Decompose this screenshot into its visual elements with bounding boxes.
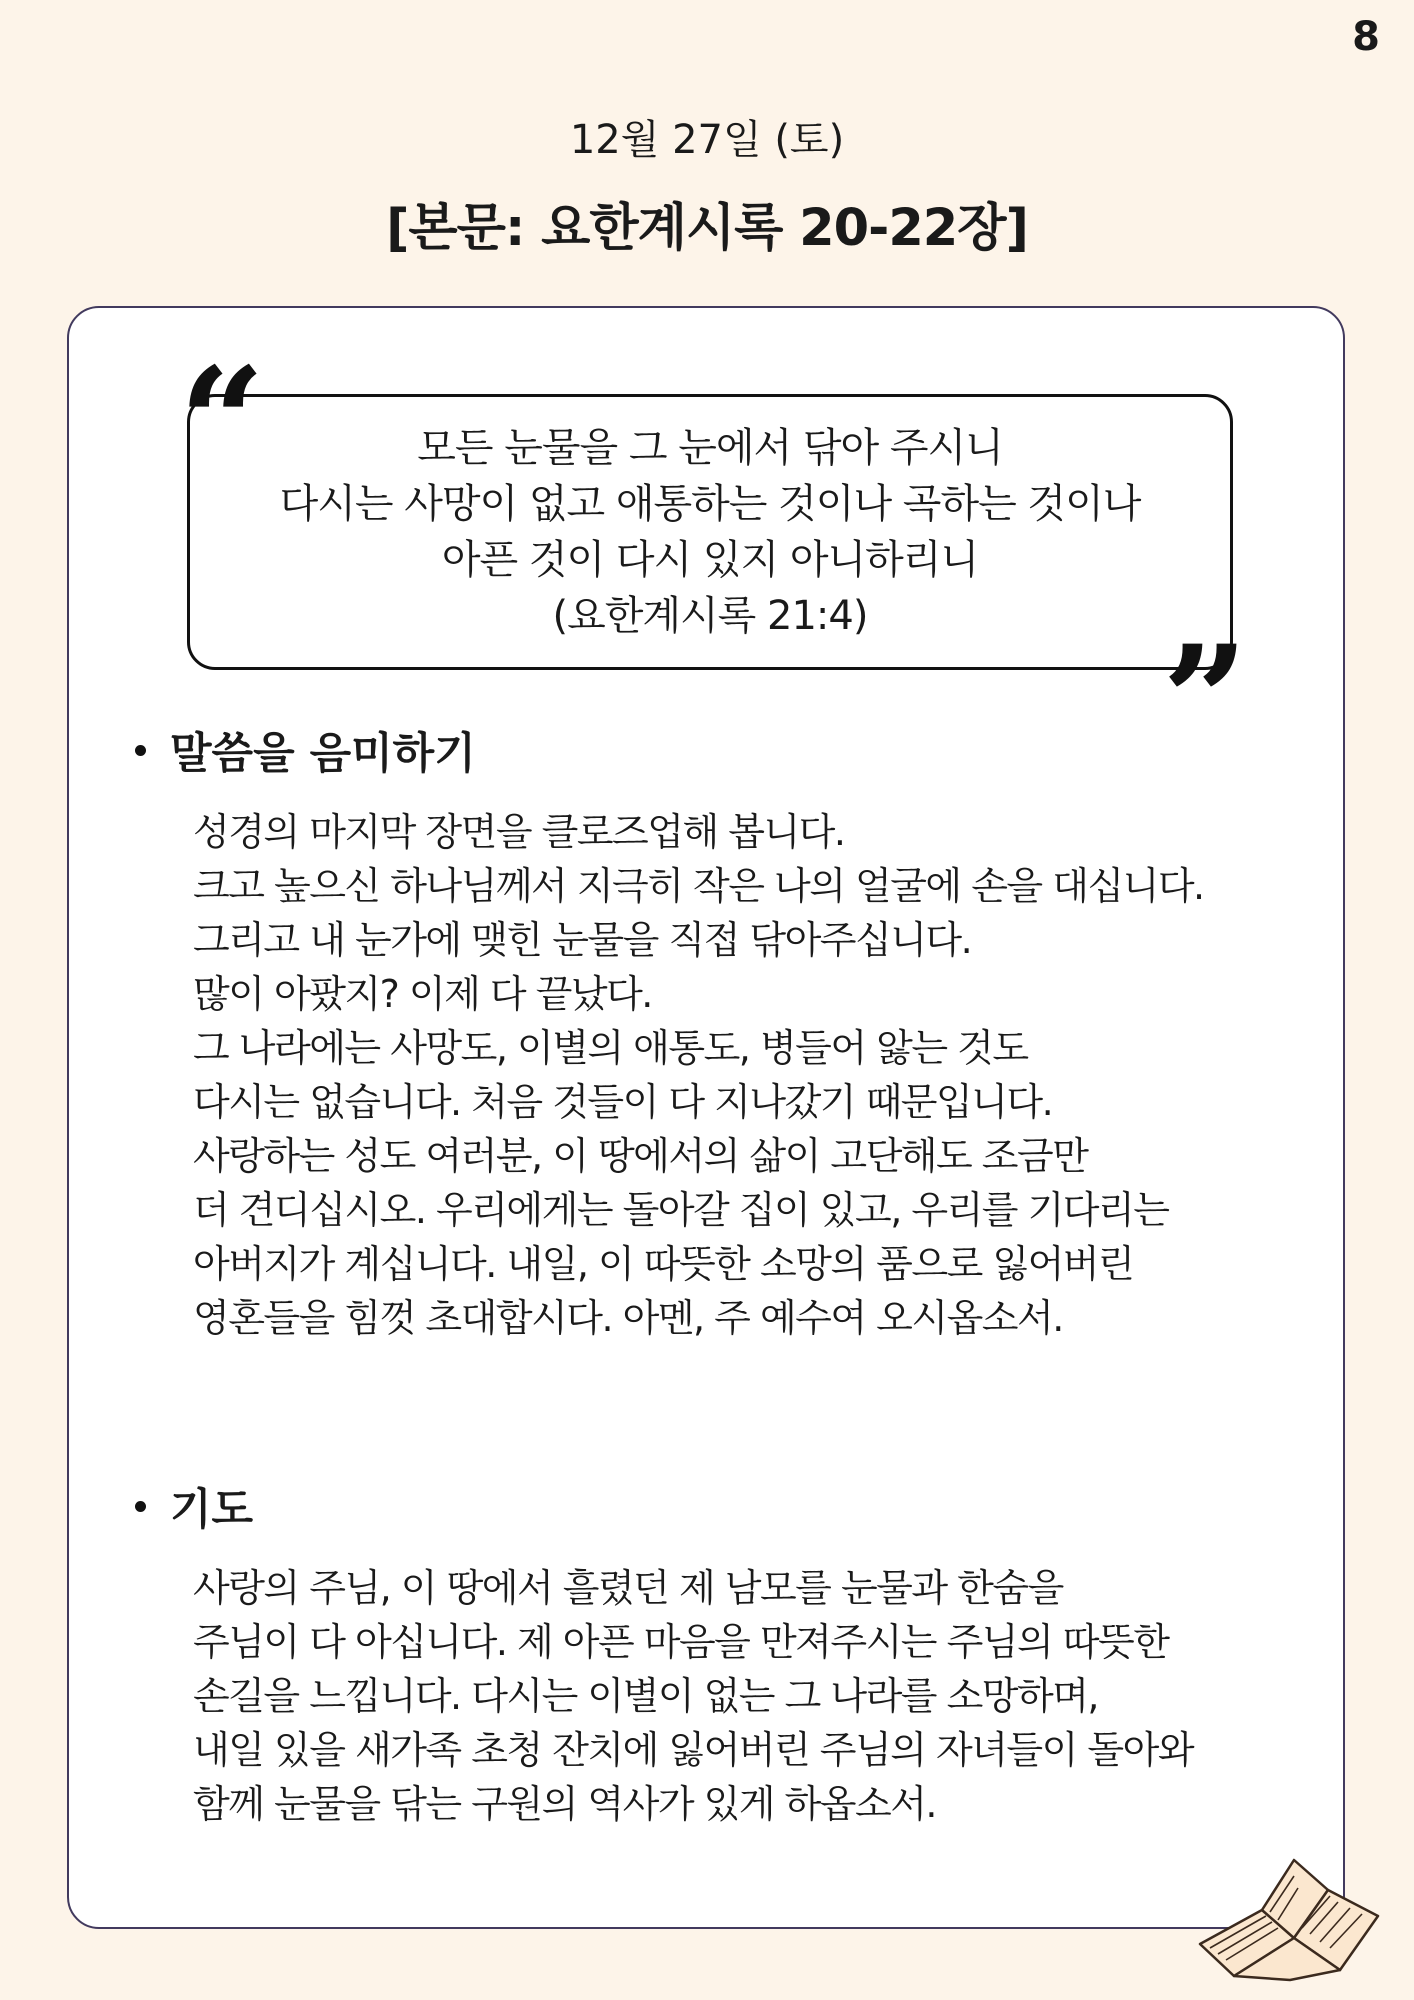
- prayer-heading-text: 기도: [170, 1485, 254, 1535]
- bullet-icon: [135, 745, 146, 756]
- meditation-line: 크고 높으신 하나님께서 지극히 작은 나의 얼굴에 손을 대십니다.: [193, 864, 1204, 908]
- prayer-line: 손길을 느낍니다. 다시는 이별이 없는 그 나라를 소망하며,: [193, 1674, 1098, 1718]
- prayer-line: 사랑의 주님, 이 땅에서 흘렸던 제 남모를 눈물과 한숨을: [193, 1566, 1063, 1610]
- meditation-line: 영혼들을 힘껏 초대합시다. 아멘, 주 예수여 오시옵소서.: [193, 1296, 1063, 1340]
- meditation-line: 더 견디십시오. 우리에게는 돌아갈 집이 있고, 우리를 기다리는: [193, 1188, 1169, 1232]
- meditation-line: 그 나라에는 사망도, 이별의 애통도, 병들어 앓는 것도: [193, 1026, 1028, 1070]
- date-heading: 12월 27일 (토): [569, 117, 845, 163]
- meditation-section: [135, 720, 1325, 1345]
- scripture-quote-box: [187, 394, 1233, 670]
- quote-reference: (요한계시록 21:4): [552, 593, 868, 639]
- meditation-line: 다시는 없습니다. 처음 것들이 다 지나갔기 때문입니다.: [193, 1080, 1053, 1124]
- meditation-body: [193, 805, 1325, 1345]
- meditation-heading: [135, 720, 1325, 781]
- quote-line: 아픈 것이 다시 있지 아니하리니: [441, 537, 979, 583]
- prayer-line: 함께 눈물을 닦는 구원의 역사가 있게 하옵소서.: [193, 1782, 937, 1826]
- meditation-line: 아버지가 계십니다. 내일, 이 따뜻한 소망의 품으로 잃어버린: [193, 1242, 1134, 1286]
- prayer-line: 주님이 다 아십니다. 제 아픈 마음을 만져주시는 주님의 따뜻한: [193, 1620, 1169, 1664]
- quote-line: 모든 눈물을 그 눈에서 닦아 주시니: [417, 425, 1003, 471]
- passage-title: [본문: 요한계시록 20-22장]: [386, 199, 1028, 258]
- prayer-body: [193, 1561, 1325, 1831]
- content-card: [67, 306, 1345, 1929]
- page-number: 8: [1352, 14, 1380, 60]
- open-quote-icon: “: [179, 335, 266, 511]
- bullet-icon: [135, 1501, 146, 1512]
- meditation-line: 사랑하는 성도 여러분, 이 땅에서의 삶이 고단해도 조금만: [193, 1134, 1088, 1178]
- quote-line: 다시는 사망이 없고 애통하는 것이나 곡하는 것이나: [279, 481, 1141, 527]
- prayer-section: [135, 1476, 1325, 1831]
- open-book-icon: [1190, 1852, 1390, 1982]
- meditation-heading-text: 말씀을 음미하기: [170, 729, 476, 779]
- prayer-heading: [135, 1476, 1325, 1537]
- meditation-line: 많이 아팠지? 이제 다 끝났다.: [193, 972, 652, 1016]
- prayer-line: 내일 있을 새가족 초청 잔치에 잃어버린 주님의 자녀들이 돌아와: [193, 1728, 1194, 1772]
- close-quote-icon: ”: [1162, 613, 1249, 789]
- meditation-line: 성경의 마지막 장면을 클로즈업해 봅니다.: [193, 810, 845, 854]
- meditation-line: 그리고 내 눈가에 맺힌 눈물을 직접 닦아주십니다.: [193, 918, 972, 962]
